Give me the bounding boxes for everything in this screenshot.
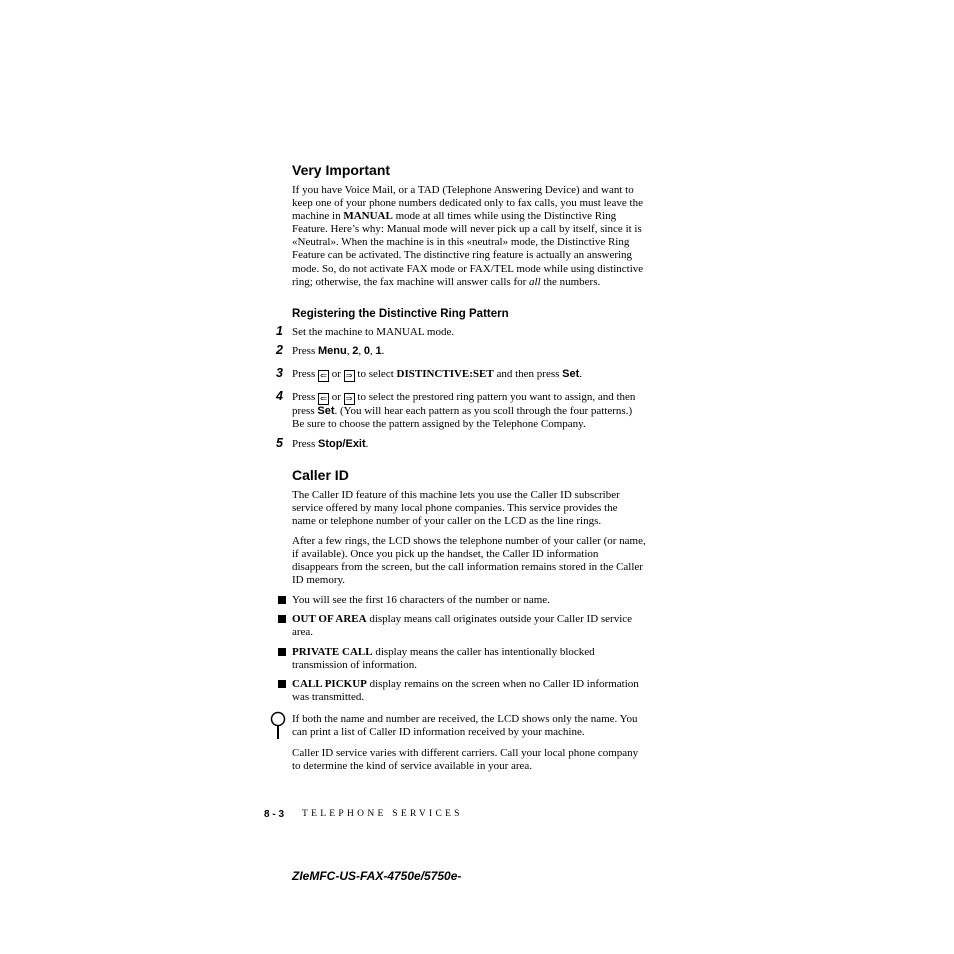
list-item: OUT OF AREA display means call originates outside your Caller ID service area. [292, 613, 633, 639]
step-text: Press ⇐ or ⇒ to select DISTINCTIVE:SET and then press Set. [292, 368, 583, 380]
step-number: 5 [276, 436, 283, 450]
step-number: 2 [276, 343, 283, 357]
registering-heading: Registering the Distinctive Ring Pattern [292, 308, 509, 320]
caller-id-paragraph: Caller ID service varies with different carriers. Call your local phone company to determine the kind of service available in your area. [292, 747, 639, 773]
step-text: Press Menu, 2, 0, 1. [292, 345, 385, 357]
bullet-icon [278, 680, 286, 688]
step-number: 4 [276, 389, 283, 403]
very-important-heading: Very Important [292, 162, 391, 178]
caller-id-paragraph: After a few rings, the LCD shows the telephone number of your caller (or name, if available). Once you pick up the handset, the Caller ID information disappears from the screen, but the call information remains stored in the Caller ID memory. [292, 535, 646, 587]
section-title: TELEPHONE SERVICES [302, 809, 463, 819]
list-item: You will see the first 16 characters of the number or name. [292, 594, 550, 606]
bullet-icon [278, 615, 286, 623]
left-arrow-key-icon: ⇐ [318, 393, 329, 405]
list-item: CALL PICKUP display remains on the screen when no Caller ID information was transmitted. [292, 678, 639, 704]
step-number: 3 [276, 366, 283, 380]
bullet-icon [278, 648, 286, 656]
caller-id-paragraph: The Caller ID feature of this machine lets you use the Caller ID subscriber service offered by many local phone companies. This service provides the name or telephone number of your caller on the LCD as the line rings. [292, 489, 620, 528]
list-item: PRIVATE CALL display means the caller has intentionally blocked transmission of information. [292, 646, 595, 672]
left-arrow-key-icon: ⇐ [318, 370, 329, 382]
caller-id-heading: Caller ID [292, 467, 349, 483]
step-text: Press ⇐ or ⇒ to select the prestored ring pattern you want to assign, and then press Set. (You will hear each pattern as you scoll through the four patterns.) Be sure to choose the pattern assigned by the Telephone Company. [292, 391, 636, 431]
note-text: If both the name and number are received, the LCD shows only the name. You can print a list of Caller ID information received by your machine. [292, 713, 638, 739]
page-number: 8 - 3 [264, 809, 285, 820]
model-code: ZIeMFC-US-FAX-4750e/5750e- [292, 869, 462, 883]
right-arrow-key-icon: ⇒ [344, 370, 355, 382]
step-text: Press Stop/Exit. [292, 438, 369, 450]
very-important-paragraph: If you have Voice Mail, or a TAD (Telephone Answering Device) and want to keep one of your phone numbers dedicated only to fax calls, you must leave the machine in MANUAL mode at all times while using the Distinctive Ring Feature. Here’s why: Manual mode will never pick up a call by itself, since it is «Neutral». When the machine is in this «neutral» mode, the Distinctive Ring Feature can be activated. The distinctive ring feature is actually an answering mode. So, do not activate FAX mode or FAX/TEL mode while using distinctive ring; otherwise, the fax machine will answer calls for all the numbers. [292, 184, 644, 288]
lightbulb-note-icon [270, 711, 286, 741]
step-text: Set the machine to MANUAL mode. [292, 326, 455, 338]
step-number: 1 [276, 324, 283, 338]
bullet-icon [278, 596, 286, 604]
right-arrow-key-icon: ⇒ [344, 393, 355, 405]
